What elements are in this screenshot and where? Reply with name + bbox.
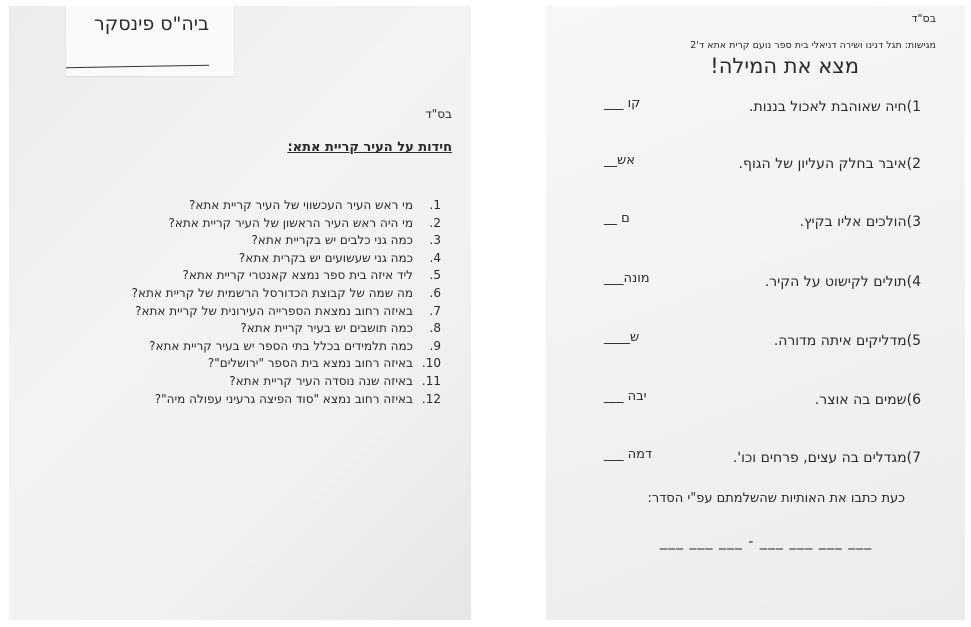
question-item	[132, 355, 441, 373]
question-item	[132, 232, 441, 250]
school-name-sticker	[66, 6, 234, 76]
question-number: 4.	[429, 250, 441, 265]
question-item	[132, 285, 441, 303]
answer-blank: ש____	[604, 330, 640, 345]
question-text: באיזה שנה נוסדה העיר קריית אתא?	[229, 373, 413, 388]
question-item	[132, 250, 441, 268]
clue-text: 5)מדליקים איתה מדורה.	[773, 333, 921, 349]
question-text: באיזה רחוב נמצא "סוד הפיצה גרעיני עפולה מיה"?	[154, 391, 413, 406]
find-the-word-title: מצא את המילה!	[710, 54, 859, 78]
question-number: 12.	[421, 391, 441, 406]
clue-text: 3)הולכים אליו בקיץ.	[799, 214, 921, 230]
question-text: מה שמה של קבוצת הכדורסל הרשמית של קריית אתא?	[131, 285, 413, 300]
answer-blank: דמה ___	[604, 447, 653, 462]
question-item	[132, 197, 441, 215]
clue-text: 6)שמים בה אוצר.	[814, 392, 921, 408]
question-number: 11.	[421, 373, 441, 388]
clue-text: 2)איבר בחלק העליון של הגוף.	[738, 156, 921, 172]
answer-blank: יבה ___	[604, 389, 647, 404]
clue-text: 1)חיה שאוהבת לאכול בננות.	[749, 99, 921, 115]
credits-line: מגישות: תגל דנינו ושירה דניאלי בית ספר נועם קרית אתא ד'2	[690, 40, 936, 51]
answer-blank: קו ___	[604, 96, 641, 111]
question-text: כמה תושבים יש בעיר קריית אתא?	[240, 321, 413, 336]
question-text: באיזה רחוב נמצאת הספרייה העירונית של קריית אתא?	[135, 303, 413, 318]
clue-text: 7)מגדלים בה עצים, פרחים וכו'.	[732, 450, 921, 466]
instruction-text: כעת כתבו את האותיות שהשלמתם עפ"י הסדר:	[647, 491, 905, 506]
question-number: 9.	[429, 338, 441, 353]
question-text: כמה גני כלבים יש בקריית אתא?	[251, 233, 413, 248]
question-text: כמה תלמידים בכלל בתי הספר יש בעיר קריית אתא?	[149, 338, 413, 353]
question-number: 7.	[429, 303, 441, 318]
left-bsd-header: בס"ד	[425, 107, 452, 121]
left-document-page	[9, 6, 471, 620]
question-number: 2.	[429, 215, 441, 230]
question-item	[132, 373, 441, 391]
answer-blank: ם __	[604, 211, 630, 226]
question-text: באיזה רחוב נמצא בית הספר "ירושלים"?	[207, 356, 413, 371]
question-number: 3.	[429, 233, 441, 248]
question-item	[132, 215, 441, 233]
question-number: 5.	[429, 268, 441, 283]
riddles-title: חידות על העיר קריית אתא:	[287, 140, 452, 155]
question-text: מי היה ראש העיר הראשון של העיר קריית אתא?	[168, 215, 413, 230]
question-item	[132, 303, 441, 321]
question-number: 10.	[421, 356, 441, 371]
answer-blank: מונה___	[604, 271, 650, 286]
answer-blanks: ___ ___ ___ - ___ ___ ___ ___	[660, 534, 873, 550]
riddles-list	[132, 197, 441, 408]
question-item	[132, 320, 441, 338]
question-number: 8.	[429, 321, 441, 336]
clue-text: 4)תולים לקישוט על הקיר.	[764, 274, 921, 290]
question-number: 1.	[429, 198, 441, 212]
question-text: כמה גני שעשועים יש בקרית אתא?	[238, 250, 413, 265]
question-item	[132, 338, 441, 356]
question-number: 6.	[429, 285, 441, 300]
answer-blank: אש__	[604, 153, 635, 168]
question-item	[132, 267, 441, 285]
right-bsd-header: בס"ד	[911, 12, 936, 25]
sticker-underline	[66, 65, 209, 68]
school-name: ביה"ס פינסקר	[93, 13, 209, 35]
question-text: ליד איזה בית ספר נמצא קאנטרי קריית אתא?	[182, 268, 413, 283]
right-document-page	[546, 6, 965, 620]
question-text: מי ראש העיר העכשווי של העיר קריית אתא?	[188, 198, 413, 212]
question-item	[132, 391, 441, 409]
